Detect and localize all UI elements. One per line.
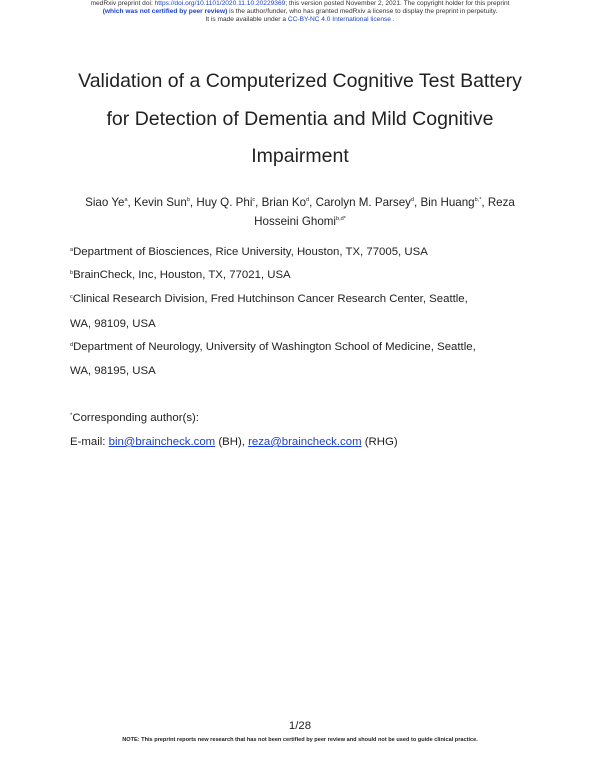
- affiliation-text: Department of Biosciences, Rice University, Houston, TX, 77005, USA: [73, 246, 428, 258]
- preprint-header-line3: [0, 16, 600, 24]
- preprint-header-line1: [0, 0, 600, 8]
- doi-link[interactable]: https://doi.org/10.1101/2020.11.10.20229369: [154, 0, 286, 7]
- license-grant-text: is the author/funder, who has granted medRxiv a license to display the preprint in perpetuity.: [227, 8, 498, 15]
- affiliation-text: Clinical Research Division, Fred Hutchinson Cancer Research Center, Seattle,: [72, 293, 468, 305]
- affiliation-d-continued: [70, 364, 156, 378]
- author-affiliation-mark: a: [124, 197, 128, 203]
- email-link-rhg[interactable]: reza@braincheck.com: [248, 436, 362, 448]
- title-line-2: for Detection of Dementia and Mild Cognitive: [106, 107, 494, 130]
- peer-review-notice: (which was not certified by peer review): [102, 8, 228, 15]
- corresponding-star: *: [70, 413, 73, 419]
- author-affiliation-mark: d: [410, 197, 415, 203]
- author-name: Kevin Sun: [133, 196, 187, 209]
- corresponding-emails: [70, 435, 398, 449]
- corresponding-label-text: Corresponding author(s):: [72, 412, 199, 424]
- affiliation-text: Department of Neurology, University of Washington School of Medicine, Seattle,: [73, 341, 476, 353]
- license-suffix: .: [390, 16, 395, 23]
- license-link[interactable]: CC-BY-NC 4.0 International license: [287, 16, 391, 23]
- preprint-header-line2: [0, 8, 600, 16]
- author-affiliation-mark: d: [306, 197, 310, 203]
- author-name: Siao Ye: [85, 196, 125, 209]
- affiliation-d: [70, 340, 476, 354]
- author-name: Carolyn M. Parsey: [315, 196, 411, 209]
- author-name: Brian Ko: [261, 196, 307, 209]
- affiliation-mark: d: [70, 342, 74, 348]
- author-affiliation-mark: b,d*: [336, 216, 346, 222]
- author-name: Huy Q. Phi: [196, 196, 253, 209]
- author-affiliation-mark: b,*: [474, 197, 482, 203]
- page-number: 1/28: [288, 720, 312, 732]
- author-name: Bin Huang: [420, 196, 475, 209]
- footer-note: NOTE: This preprint reports new research that has not been certified by peer review and should not be used to guide clinical practice.: [122, 737, 478, 743]
- paper-title: [0, 63, 600, 176]
- email-note-rhg: (RHG): [361, 436, 398, 448]
- author-name: Reza: [487, 196, 515, 209]
- author-list: [0, 193, 600, 231]
- affiliation-b: [70, 268, 291, 282]
- license-prefix: It is made available under a: [205, 16, 288, 23]
- affiliation-a: [70, 245, 428, 259]
- affiliation-text: WA, 98195, USA: [70, 365, 156, 377]
- author-affiliation-mark: b: [186, 197, 190, 203]
- affiliation-mark: b: [70, 270, 74, 276]
- author-line-2: [0, 212, 600, 231]
- title-line-1: Validation of a Computerized Cognitive Test Battery: [78, 70, 522, 92]
- affiliation-text: WA, 98109, USA: [70, 318, 156, 330]
- posted-date-text: ; this version posted November 2, 2021. The copyright holder for this preprint: [285, 0, 510, 7]
- author-line-1: Siao Ye$^a$, Kevin Sun$^b$, Huy Q. Phi$^c$, Brian Ko$^d$, Carolyn M. Parsey$^d$, Bin Huang$^{b,*}$, Reza: [85, 196, 515, 209]
- affiliation-c: [70, 292, 468, 306]
- affiliation-c-continued: [70, 317, 156, 331]
- email-note-bh: (BH),: [215, 436, 249, 448]
- author-name: Hosseini Ghomi: [254, 215, 337, 228]
- preprint-header: [0, 0, 600, 24]
- affiliation-text: BrainCheck, Inc, Houston, TX, 77021, USA: [73, 269, 291, 281]
- author-affiliation-mark: c: [252, 197, 256, 203]
- title-line-3: Impairment: [251, 145, 349, 167]
- doi-prefix: medRxiv preprint doi:: [90, 0, 155, 7]
- corresponding-author-label: [70, 411, 199, 425]
- email-link-bh[interactable]: bin@braincheck.com: [108, 436, 216, 448]
- email-prefix: E-mail:: [70, 436, 109, 448]
- affiliation-mark: a: [70, 247, 74, 253]
- affiliation-mark: c: [70, 294, 73, 300]
